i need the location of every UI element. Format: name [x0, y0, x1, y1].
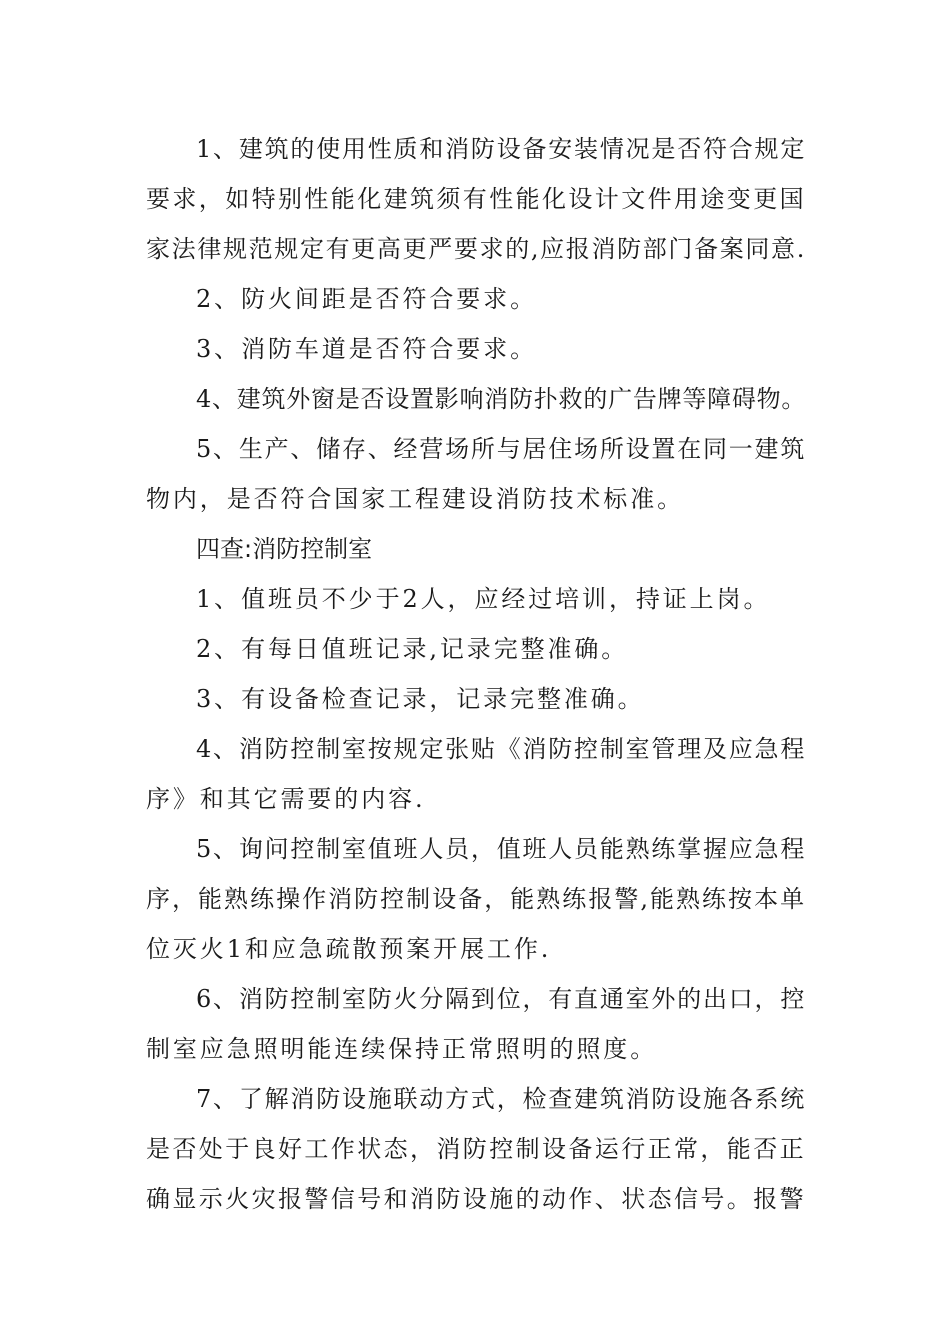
item-5-line-2: 物内，是否符合国家工程建设消防技术标准。 — [146, 485, 684, 513]
item-3: 3、消防车道是否符合要求。 — [196, 335, 537, 363]
control-item-4-line-2: 序》和其它需要的内容. — [146, 785, 426, 813]
control-item-4-line-1: 4、消防控制室按规定张贴《消防控制室管理及应急程 — [196, 735, 806, 763]
control-item-5-line-3: 位灭火1和应急疏散预案开展工作. — [146, 935, 552, 963]
item-2: 2、防火间距是否符合要求。 — [196, 285, 537, 313]
control-item-3: 3、有设备检查记录，记录完整准确。 — [196, 685, 645, 713]
item-5-line-1: 5、生产、储存、经营场所与居住场所设置在同一建筑 — [196, 435, 806, 463]
item-1-line-3: 家法律规范规定有更高更严要求的,应报消防部门备案同意. — [146, 235, 806, 263]
control-item-6-line-1: 6、消防控制室防火分隔到位，有直通室外的出口，控 — [196, 985, 806, 1013]
control-item-7-line-2: 是否处于良好工作状态，消防控制设备运行正常，能否正 — [146, 1135, 806, 1163]
section-heading: 四查:消防控制室 — [196, 535, 373, 563]
control-item-7-line-3: 确显示火灾报警信号和消防设施的动作、状态信号。报警 — [146, 1185, 806, 1213]
item-4: 4、建筑外窗是否设置影响消防扑救的广告牌等障碍物。 — [196, 385, 806, 413]
control-item-5-line-2: 序，能熟练操作消防控制设备，能熟练报警,能熟练按本单 — [146, 885, 806, 913]
control-item-5-line-1: 5、询问控制室值班人员，值班人员能熟练掌握应急程 — [196, 835, 806, 863]
item-1-line-2: 要求，如特别性能化建筑须有性能化设计文件用途变更国 — [146, 185, 806, 213]
control-item-6-line-2: 制室应急照明能连续保持正常照明的照度。 — [146, 1035, 658, 1063]
control-item-2: 2、有每日值班记录,记录完整准确。 — [196, 635, 629, 663]
control-item-1: 1、值班员不少于2人，应经过培训，持证上岗。 — [196, 585, 771, 613]
item-1-line-1: 1、建筑的使用性质和消防设备安装情况是否符合规定 — [196, 135, 806, 163]
control-item-7-line-1: 7、了解消防设施联动方式，检查建筑消防设施各系统 — [196, 1085, 806, 1113]
